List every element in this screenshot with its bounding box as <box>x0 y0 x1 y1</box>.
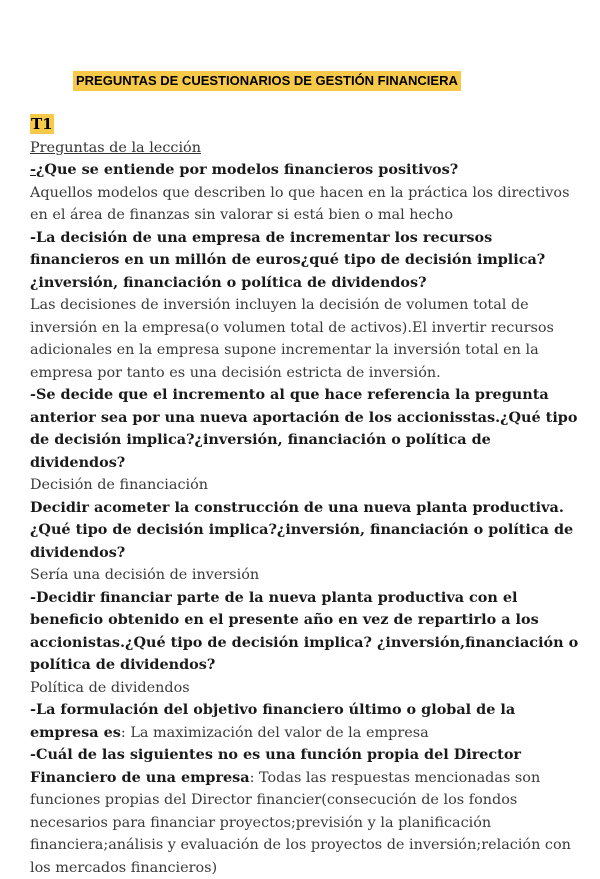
question-4: Decidir acometer la construcción de una nueva planta productiva.¿Qué tipo de decisión implica?¿inversión, financiación o política de dividendos? <box>30 498 574 561</box>
question-2: -La decisión de una empresa de incrementar los recursos financieros en un millón de euros¿qué tipo de decisión implica?¿inversión, financiación o política de dividendos? <box>30 228 546 291</box>
question-6-text: La formulación del objetivo financiero último o global de la empresa es <box>30 701 516 741</box>
question-3: -Se decide que el incremento al que hace referencia la pregunta anterior sea por una nueva aportación de los accionisstas.¿Qué tipo de decisión implica?¿inversión, financiación o política de dividendos? <box>30 386 578 471</box>
question-1 <box>30 159 582 182</box>
question-7-dash: - <box>30 746 36 763</box>
question-1-text: ¿Que se entiende por modelos financieros positivos? <box>35 161 459 178</box>
answer-6: : La maximización del valor de la empresa <box>120 724 429 741</box>
answer-1: Aquellos modelos que describen lo que hacen en la práctica los directivos en el área de finanzas sin valorar si está bien o mal hecho <box>30 184 570 223</box>
question-6 <box>30 699 582 744</box>
subheading: Preguntas de la lección <box>30 139 201 156</box>
question-1-dash: - <box>30 161 36 178</box>
question-7-text: Cuál de las siguientes no es una función propia del Director Financiero de una empresa <box>30 746 522 786</box>
section-label: T1 <box>31 115 53 133</box>
answer-3: Decisión de financiación <box>30 477 209 493</box>
question-7 <box>30 744 582 879</box>
answer-4: Sería una decisión de inversión <box>30 567 260 583</box>
answer-7: : Todas las respuestas mencionadas son funciones propias del Director financier(consecución de los fondos necesarios para financiar proyectos;previsión y la planificación financiera;análisis y evaluación de los proyectos de inversión;relación con los mercados financieros) <box>30 769 571 876</box>
question-5: -Decidir financiar parte de la nueva planta productiva con el beneficio obtenido en el presente año en vez de repartirlo a los accionistas.¿Qué tipo de decisión implica? ¿inversión,financiación o política de dividendos? <box>30 588 579 673</box>
question-6-dash: - <box>30 701 36 718</box>
document-title: PREGUNTAS DE CUESTIONARIOS DE GESTIÓN FINANCIERA <box>73 71 461 91</box>
document-body <box>30 114 582 879</box>
answer-2: Las decisiones de inversión incluyen la decisión de volumen total de inversión en la empresa(o volumen total de activos).El invertir recursos adicionales en la empresa supone incrementar la inversión total en la empresa por tanto es una decisión estricta de inversión. <box>30 297 554 381</box>
answer-5: Política de dividendos <box>30 679 190 696</box>
